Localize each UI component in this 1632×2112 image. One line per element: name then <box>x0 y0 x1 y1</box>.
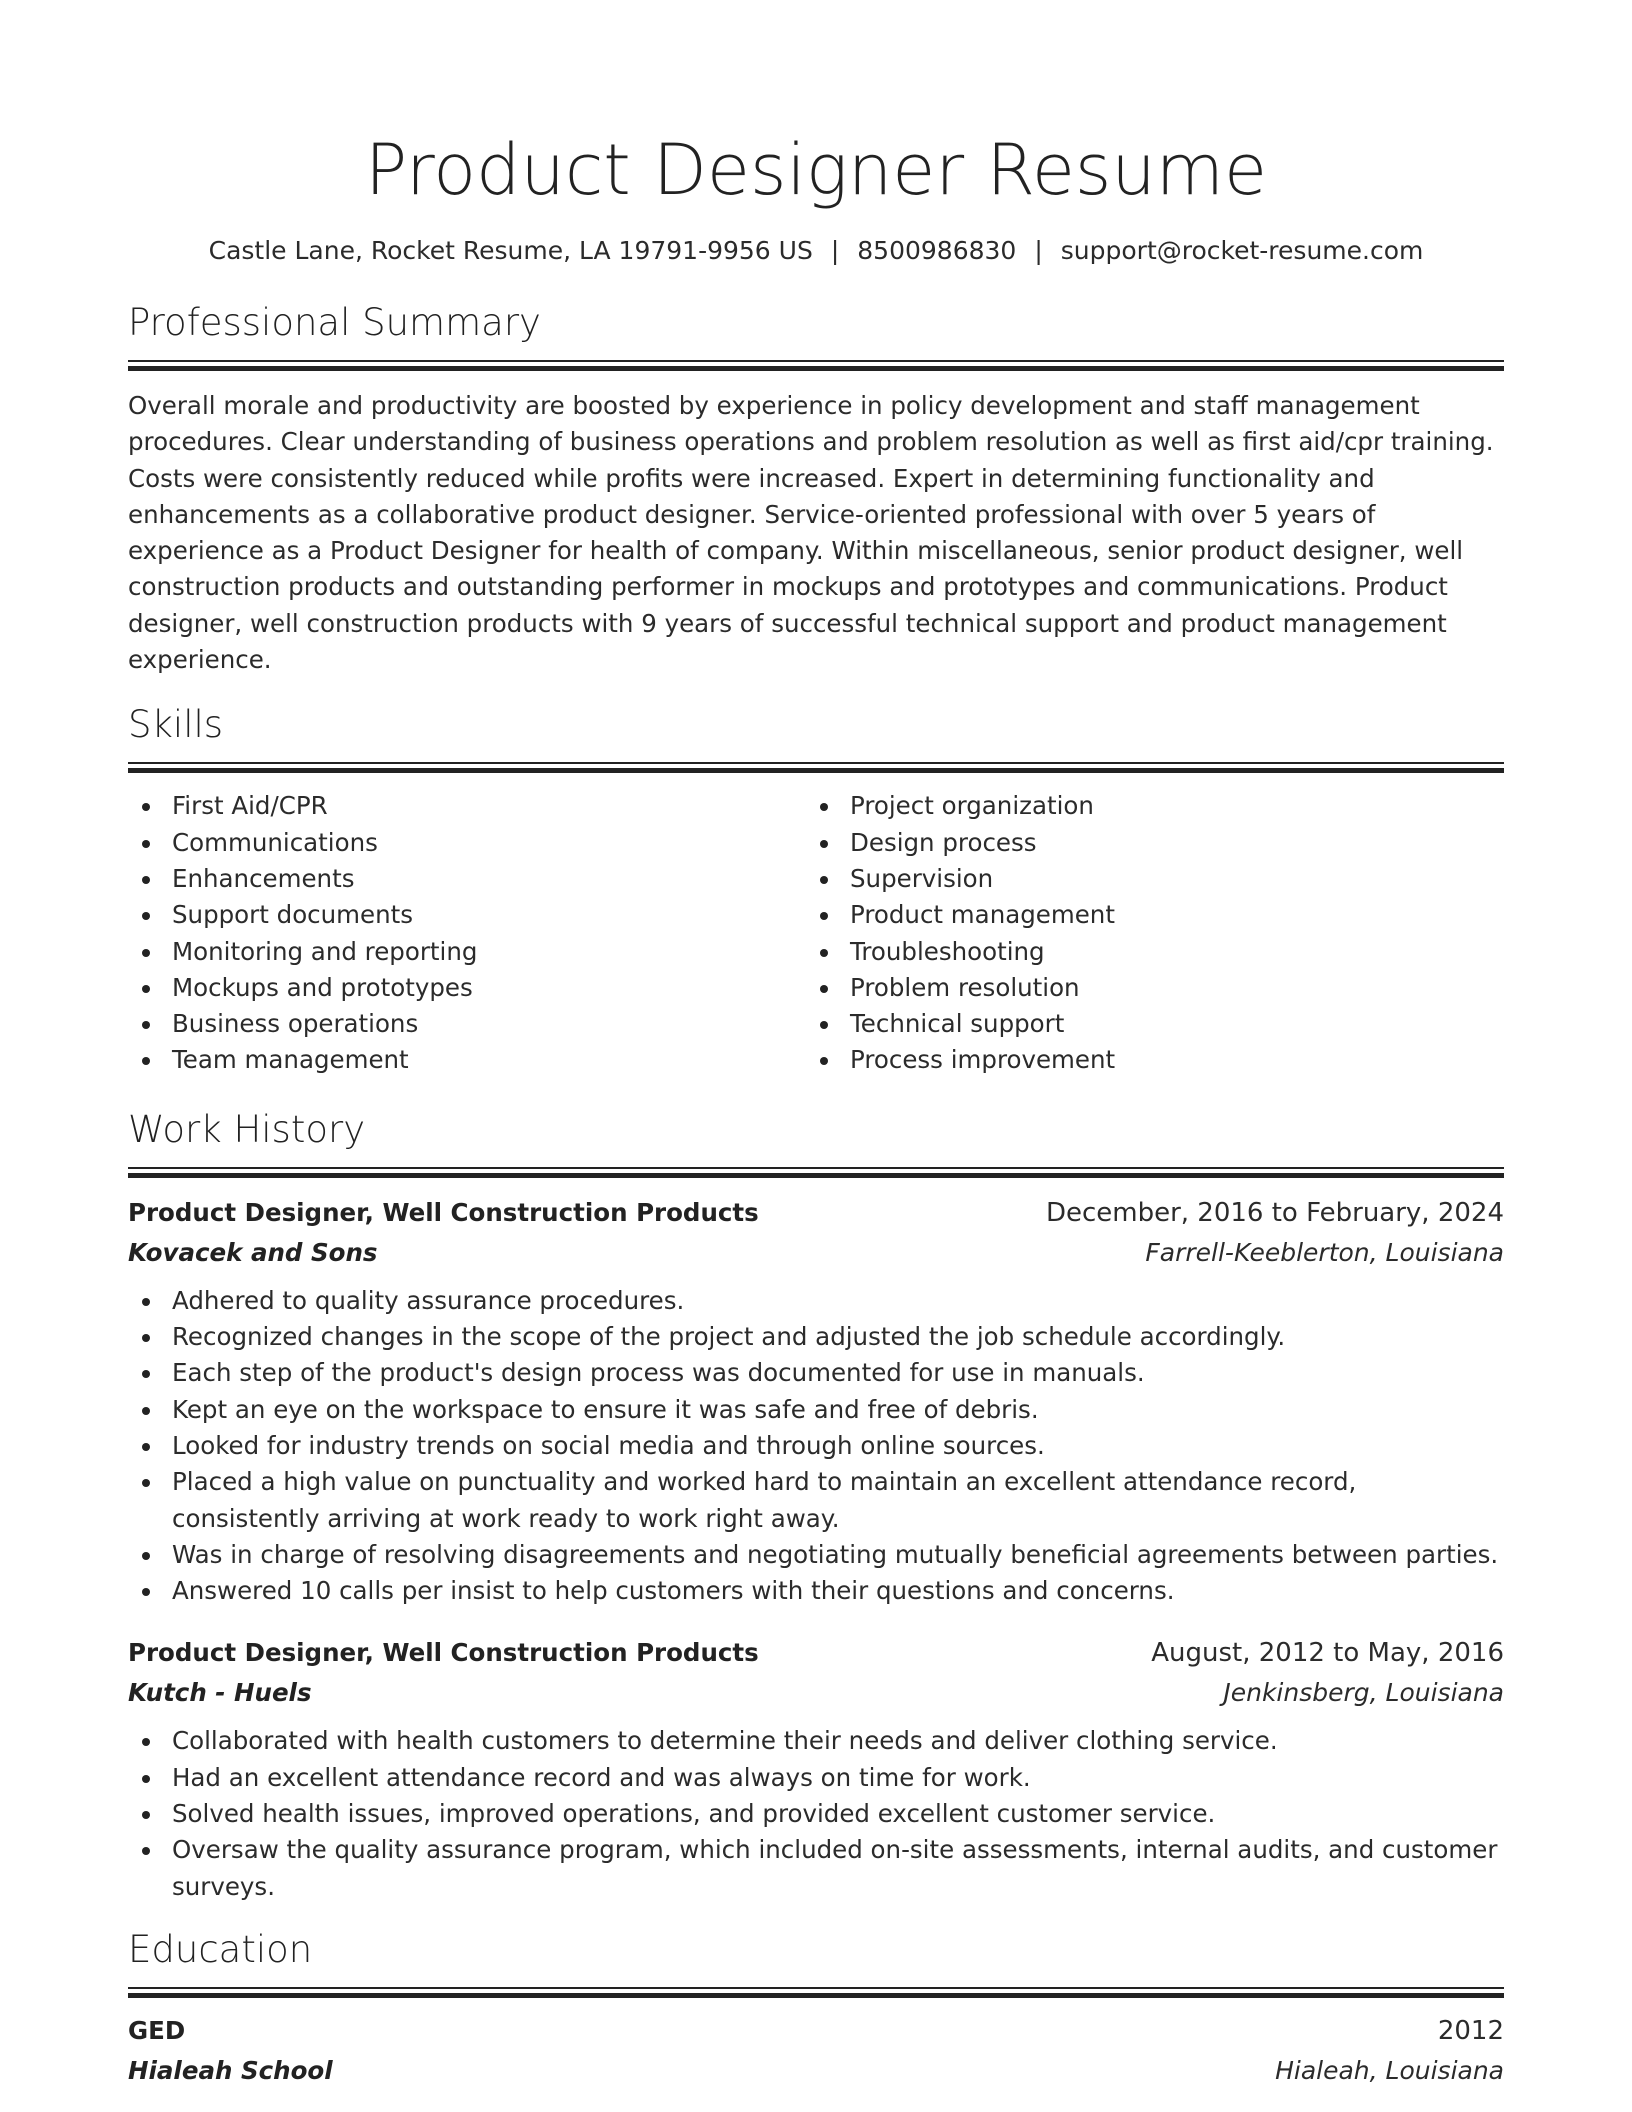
skills-section <box>128 700 1504 1078</box>
job-company: Kovacek and Sons <box>128 1237 378 1267</box>
skill-item: Technical support <box>806 1006 1484 1042</box>
skill-item: Business operations <box>128 1006 806 1042</box>
contact-email: support@rocket-resume.com <box>1060 236 1424 265</box>
contact-separator: | <box>1034 236 1043 265</box>
contact-phone: 8500986830 <box>857 236 1017 265</box>
job-dates: August, 2012 to May, 2016 <box>1151 1638 1504 1669</box>
job-header <box>128 1193 1504 1233</box>
education-location: Hialeah, Louisiana <box>1275 2055 1504 2085</box>
skill-item: Product management <box>806 897 1484 933</box>
job-duty: Solved health issues, improved operations, and provided excellent customer service. <box>128 1796 1504 1832</box>
education-year: 2012 <box>1437 2015 1504 2046</box>
contact-address: Castle Lane, Rocket Resume, LA 19791-9956 US <box>208 236 813 265</box>
skill-item: Monitoring and reporting <box>128 934 806 970</box>
skill-item: Process improvement <box>806 1042 1484 1078</box>
skill-item: Communications <box>128 825 806 861</box>
summary-section <box>128 298 1504 678</box>
education-degree: GED <box>128 2015 186 2045</box>
resume-page <box>128 0 1504 2091</box>
job-duty: Placed a high value on punctuality and worked hard to maintain an excellent attendance record, consistently arriving at work ready to work right away. <box>128 1464 1504 1537</box>
job-duty: Collaborated with health customers to determine their needs and deliver clothing service. <box>128 1723 1504 1759</box>
job-duty: Each step of the product's design process was documented for use in manuals. <box>128 1355 1504 1391</box>
job-location: Farrell-Keeblerton, Louisiana <box>1145 1237 1504 1267</box>
education-section <box>128 1925 1504 2091</box>
job-company-row <box>128 1673 1504 1713</box>
education-header <box>128 2011 1504 2051</box>
skill-item: Support documents <box>128 897 806 933</box>
skill-item: Problem resolution <box>806 970 1484 1006</box>
job-duties <box>128 1283 1504 1610</box>
section-divider <box>128 1987 1504 1999</box>
skills-column-right <box>806 788 1484 1078</box>
job-duty: Recognized changes in the scope of the project and adjusted the job schedule accordingly. <box>128 1319 1504 1355</box>
job-location: Jenkinsberg, Louisiana <box>1223 1678 1504 1708</box>
job-duty: Adhered to quality assurance procedures. <box>128 1283 1504 1319</box>
skill-item: First Aid/CPR <box>128 788 806 824</box>
page-title: Product Designer Resume <box>364 129 1268 211</box>
skill-item: Troubleshooting <box>806 934 1484 970</box>
job-duty: Oversaw the quality assurance program, which included on-site assessments, internal audits, and customer surveys. <box>128 1832 1504 1905</box>
contact-separator: | <box>830 236 840 265</box>
skill-item: Team management <box>128 1042 806 1078</box>
job-company: Kutch - Huels <box>128 1678 312 1708</box>
job-title: Product Designer, Well Construction Products <box>128 1197 759 1227</box>
job-entry <box>128 1193 1504 1610</box>
section-divider <box>128 1167 1504 1179</box>
work-history-heading: Work History <box>128 1107 366 1151</box>
summary-text: Overall morale and productivity are boosted by experience in policy development and staff management procedures. Clear understanding of business operations and problem resolution as well as first aid/cpr training. Costs were consistently reduced while profits were increased. Expert in determining functionality and enhancements as a collaborative product designer. Service-oriented professional with over 5 years of experience as a Product Designer for health of company. Within miscellaneous, senior product designer, well construction products and outstanding performer in mockups and prototypes and communications. Product designer, well construction products with 9 years of successful technical support and product management experience. <box>128 391 1494 675</box>
skills-column-left <box>128 788 806 1078</box>
education-entry <box>128 2011 1504 2091</box>
section-divider <box>128 360 1504 372</box>
work-history-section <box>128 1105 1504 1905</box>
skill-item: Design process <box>806 825 1484 861</box>
education-school-row <box>128 2051 1504 2091</box>
section-divider <box>128 762 1504 774</box>
job-entry <box>128 1633 1504 1904</box>
job-duty: Was in charge of resolving disagreements and negotiating mutually beneficial agreements between parties. <box>128 1537 1504 1573</box>
job-duty: Looked for industry trends on social media and through online sources. <box>128 1428 1504 1464</box>
job-duty: Had an excellent attendance record and was always on time for work. <box>128 1760 1504 1796</box>
job-duty: Kept an eye on the workspace to ensure it was safe and free of debris. <box>128 1392 1504 1428</box>
summary-heading: Professional Summary <box>128 301 541 344</box>
job-title: Product Designer, Well Construction Products <box>128 1638 759 1668</box>
contact-line <box>128 234 1504 268</box>
education-school: Hialeah School <box>128 2055 333 2085</box>
skill-item: Project organization <box>806 788 1484 824</box>
job-header <box>128 1633 1504 1673</box>
education-heading: Education <box>128 1927 313 1971</box>
job-dates: December, 2016 to February, 2024 <box>1045 1197 1504 1228</box>
job-duty: Answered 10 calls per insist to help customers with their questions and concerns. <box>128 1573 1504 1609</box>
job-company-row <box>128 1233 1504 1273</box>
skill-item: Enhancements <box>128 861 806 897</box>
skill-item: Supervision <box>806 861 1484 897</box>
skills-list <box>128 788 1504 1078</box>
skills-heading: Skills <box>128 703 224 747</box>
job-duties <box>128 1723 1504 1904</box>
skill-item: Mockups and prototypes <box>128 970 806 1006</box>
